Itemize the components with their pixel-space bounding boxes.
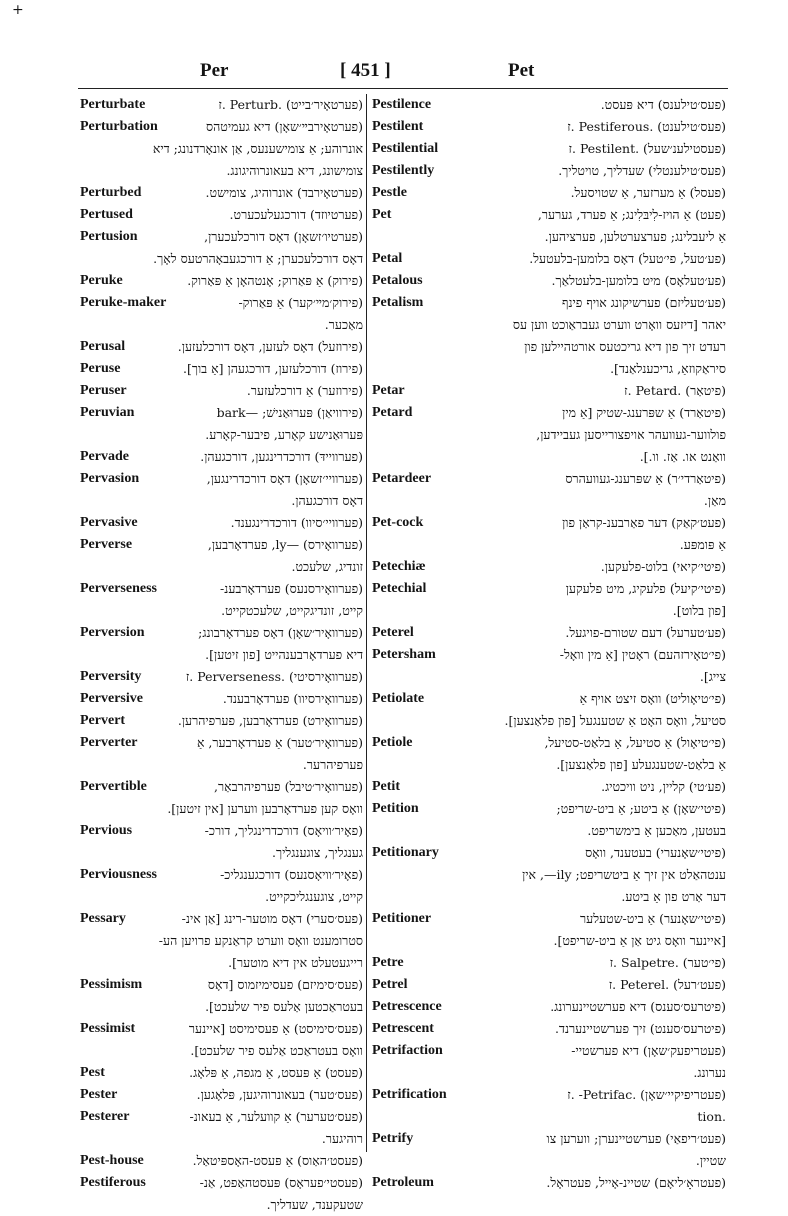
dictionary-entry — [78, 974, 365, 996]
dictionary-entry — [78, 270, 365, 292]
headword: Petechial — [372, 578, 429, 600]
definition-text: רוהיגער. — [321, 1131, 363, 1146]
definition-text: (פעסט) אַ פּעסט, אַ מגפה, אַ פּלאָג. — [189, 1065, 363, 1080]
entry-continuation — [78, 314, 365, 336]
definition-text: וואָס קען פערדאָרבען ווערען [אין זיטען]. — [167, 801, 363, 816]
definition-text: וואָס בעטראַכט אַלעס פיר שלעכט]. — [190, 1043, 363, 1058]
headword: Pertused — [80, 204, 136, 226]
definition-text: (פיטרעס׳סענט) זיך פערשטיינערנד. — [554, 1021, 726, 1036]
definition-text: .tion — [697, 1109, 726, 1124]
definition-text: (פעס׳טילענטלי) שעדליך, טויטליך. — [558, 163, 726, 178]
definition-text: דער אַרט פון אַ ביטע. — [621, 889, 726, 904]
dictionary-entry — [370, 622, 728, 644]
entry-continuation — [78, 490, 365, 512]
dictionary-entry — [78, 908, 365, 930]
definition-text: מאַכער. — [324, 317, 363, 332]
dictionary-entry — [78, 116, 365, 138]
entry-continuation — [370, 710, 728, 732]
dictionary-entry — [78, 1150, 365, 1172]
headword: Perversive — [80, 688, 146, 710]
page-header — [0, 60, 788, 88]
definition-text: (פי׳טיאָול) אַ סטיעל, אַ בלאַט-סטיעל, — [544, 735, 726, 750]
headword: Perverter — [80, 732, 141, 754]
definition-text: (פעסט׳האַוס) אַ פּעסט-האָספּיטאַל. — [192, 1153, 363, 1168]
page-number: [ 451 ] — [340, 60, 391, 81]
dictionary-entry — [78, 776, 365, 798]
headword: Petrescence — [372, 996, 445, 1018]
definition-text: סטיעל, וואָס האָט אַ שטענגעל [פון פלאַנצען]. — [504, 713, 726, 728]
dictionary-entry — [78, 666, 365, 688]
definition-text: (פערוואָיר׳שאָן) דאָס פערדאָרבונג; — [198, 625, 363, 640]
definition-text: (פעט׳קאַק) דער פאַרבענ-קראַן פון — [562, 515, 726, 530]
headword: Petar — [372, 380, 408, 402]
definition-text: בעטען, מאַכען אַ בימשריפט. — [587, 823, 726, 838]
headword: Pester — [80, 1084, 120, 1106]
headword: Petardeer — [372, 468, 434, 490]
dictionary-entry — [78, 446, 365, 468]
entry-continuation — [370, 358, 728, 380]
definition-text: (פי׳טיאָוליט) וואָס זיצט אויף אַ — [579, 691, 726, 706]
definition-text: (פעס׳טער) בעאונרוהיגען, פּלאָגען. — [196, 1087, 363, 1102]
definition-text: (פירוז) דורכלעזען, דורכגעהן [אַ בוך]. — [182, 361, 363, 376]
headword: Petrifaction — [372, 1040, 446, 1062]
entry-continuation — [78, 952, 365, 974]
dictionary-entry — [370, 292, 728, 314]
definition-text: גענגליך, צוגענגליך. — [272, 845, 363, 860]
dictionary-entry — [370, 248, 728, 270]
right-column — [370, 94, 728, 1190]
definition-text: (פע׳טעליזם) פערשיקונג אויף פינף — [561, 295, 726, 310]
definition-text: סטרומענט וואָס ווערט קראַנקע פרויען הע- — [158, 933, 363, 948]
dictionary-entry — [78, 336, 365, 358]
entry-continuation — [370, 336, 728, 358]
definition-text: פערפיהרער. — [302, 757, 363, 772]
definition-text: (פי׳טער) .Salpetre .ז — [609, 955, 726, 970]
headword: Pessary — [80, 908, 129, 930]
headword: Pet — [372, 204, 394, 226]
definition-text: זונדיג, שלעכט. — [291, 559, 363, 574]
definition-text: (פירוזער) אַ דורכלעזער. — [246, 383, 363, 398]
entry-continuation — [370, 1150, 728, 1172]
dictionary-entry — [78, 622, 365, 644]
margin-mark: + — [12, 2, 24, 18]
definition-text: נערונג. — [693, 1065, 726, 1080]
headword: Pesterer — [80, 1106, 132, 1128]
definition-text: (פע׳טעלאָס) מיט בלומען-בלעטלאַך. — [551, 273, 726, 288]
entry-continuation — [78, 798, 365, 820]
definition-text: קייט, זונדיגקייט, שלעכטקייט. — [221, 603, 363, 618]
headword: Pestle — [372, 182, 410, 204]
entry-continuation — [370, 930, 728, 952]
headword: Peruse — [80, 358, 123, 380]
headword: Pervasive — [80, 512, 141, 534]
dictionary-entry — [370, 512, 728, 534]
dictionary-entry — [370, 798, 728, 820]
definition-text: (פעס׳סערי) דאָס מוטער-רינג [אַן אינ- — [181, 911, 363, 926]
definition-text: (פיטאַרד) אַ שפּרענג-שטיק [אַ מין — [562, 405, 726, 420]
definition-text: (פאָיר׳וויאָס) דורכדרינגליך, דורכ- — [204, 823, 363, 838]
entry-continuation — [370, 1062, 728, 1084]
dictionary-entry — [370, 952, 728, 974]
dictionary-entry — [370, 908, 728, 930]
dictionary-entry — [370, 1128, 728, 1150]
dictionary-entry — [78, 1062, 365, 1084]
headword: Perversity — [80, 666, 144, 688]
dictionary-entry — [78, 820, 365, 842]
definition-text: (פיטרעס׳סענס) דיא פערשטיינערונג. — [550, 999, 726, 1014]
dictionary-entry — [78, 468, 365, 490]
dictionary-entry — [370, 578, 728, 600]
dictionary-entry — [370, 732, 728, 754]
definition-text: (פערוואָיר׳טיבל) פערפיהרבאַר, — [214, 779, 363, 794]
definition-text: (פערוואָירסיוו) פערדאָרבענד. — [222, 691, 363, 706]
headword: Perverseness — [80, 578, 160, 600]
headword: Petre — [372, 952, 407, 974]
definition-text: שטיין. — [695, 1153, 726, 1168]
headword: Peterel — [372, 622, 417, 644]
definition-text: (פעטריפיקיי׳שאָן) .Petrifac- .ז — [567, 1087, 726, 1102]
definition-text: (פיטי׳קיאי) בלוט-פלעקען. — [600, 559, 726, 574]
definition-text: (פערוואָירסיטי) .Perverseness .ז — [185, 669, 363, 684]
entry-continuation — [370, 446, 728, 468]
definition-text: (פע׳טערעל) דעם שטורם-פויגעל. — [565, 625, 726, 640]
definition-text: דאָס דורכגעהן. — [291, 493, 363, 508]
dictionary-entry — [370, 776, 728, 798]
definition-text: (פעסטי׳פעראָס) פּעסטהאַפט, אַנ- — [199, 1175, 363, 1190]
definition-text: (פיטי׳קיעל) פלעקיג, מיט פלעקען — [565, 581, 726, 596]
definition-text: (פי׳טאָירזהעם) ראָטין [אַ מין וואָל- — [559, 647, 726, 662]
entry-continuation — [78, 556, 365, 578]
definition-text: (פאָיר׳וויאָסנעס) דורכגענגליכ- — [220, 867, 363, 882]
entry-continuation — [78, 886, 365, 908]
entry-continuation — [78, 248, 365, 270]
dictionary-entry — [370, 138, 728, 160]
headword: Petrel — [372, 974, 411, 996]
dictionary-entry — [370, 1084, 728, 1106]
entry-continuation — [370, 886, 728, 908]
dictionary-entry — [78, 578, 365, 600]
definition-text: פּערוּאַנישע קאָרע, פיבער-קאָרע. — [205, 427, 363, 442]
definition-text: (פעסטילענ׳שעל) .Pestilent .ז — [568, 141, 726, 156]
headword: Pervade — [80, 446, 132, 468]
entry-continuation — [78, 160, 365, 182]
headword: Peruvian — [80, 402, 137, 424]
headword: Pestiferous — [80, 1172, 149, 1194]
definition-text: (פירוק) אַ פּאַרוק; אָנטהאָן אַ פּאַרוק. — [187, 273, 363, 288]
definition-text: דאָס דורכלעכערן; אַ דורכגעבאָהרטעס לאָך. — [153, 251, 363, 266]
dictionary-entry — [370, 996, 728, 1018]
definition-text: (פעס׳טילענט) .Pestiferous .ז — [567, 119, 726, 134]
definition-text: (פירוק׳מײ׳קער) אַ פּאַרוק- — [238, 295, 363, 310]
definition-text: (פערוויי׳סיוו) דורכדרינגענד. — [230, 515, 363, 530]
dictionary-entry — [78, 864, 365, 886]
definition-text: (פע׳טעל, פי׳טעל) דאָס בלומען-בלעטעל. — [529, 251, 726, 266]
dictionary-entry — [78, 1018, 365, 1040]
headword: Pest — [80, 1062, 108, 1084]
headword: Pestilence — [372, 94, 434, 116]
headword: Petroleum — [372, 1172, 437, 1194]
definition-text: (פערטאָירבײ׳שאָן) דיא געמיטהס — [205, 119, 363, 134]
dictionary-entry — [370, 160, 728, 182]
definition-text: פולווער-געוועהר אויפצורייסען געביידען, — [536, 427, 726, 442]
entry-continuation — [78, 424, 365, 446]
headword: Peruser — [80, 380, 130, 402]
headword: Petrification — [372, 1084, 450, 1106]
dictionary-entry — [78, 688, 365, 710]
dictionary-entry — [78, 182, 365, 204]
entry-continuation — [78, 600, 365, 622]
dictionary-entry — [78, 1172, 365, 1194]
definition-text: (פירוזעל) דאָס לעזען, דאָס דורכלעזען. — [177, 339, 363, 354]
definition-text: יאהר [דיזעס וואָרט ווערט געבראַוכט ווען עס — [512, 317, 726, 332]
right-guide-word: Pet — [508, 60, 535, 81]
dictionary-entry — [78, 534, 365, 556]
headword: Pet-cock — [372, 512, 426, 534]
definition-text: (פעט) אַ הויז-לִיבּלִינג; אַ פערד, גערער, — [537, 207, 726, 222]
headword: Pervious — [80, 820, 135, 842]
dictionary-entry — [370, 468, 728, 490]
dictionary-entry — [370, 94, 728, 116]
dictionary-entry — [370, 402, 728, 424]
entry-continuation — [370, 1106, 728, 1128]
definition-text: (פעס׳סימיסט) אַ פעסימיסט [איינער — [188, 1021, 363, 1036]
headword: Pestilently — [372, 160, 437, 182]
headword: Petitionary — [372, 842, 442, 864]
entry-continuation — [78, 754, 365, 776]
headword: Pertusion — [80, 226, 141, 248]
dictionary-entry — [78, 204, 365, 226]
dictionary-entry — [78, 380, 365, 402]
entry-continuation — [78, 1040, 365, 1062]
headword: Petalous — [372, 270, 426, 292]
definition-text: אַ ליעבלינג; פערצערטלען, פערציהען. — [544, 229, 726, 244]
headword: Petalism — [372, 292, 426, 314]
definition-text: (פעטראָ׳ליאָם) שטיינ-אָייל, פעטראָל. — [546, 1175, 726, 1190]
headword: Perturbed — [80, 182, 144, 204]
definition-text: אונרוהע; אַ צומישענעס, אַן אונאָרדנונג; דיא — [152, 141, 363, 156]
entry-continuation — [78, 996, 365, 1018]
definition-text: מאַן. — [703, 493, 726, 508]
headword: Petiole — [372, 732, 415, 754]
dictionary-entry — [370, 556, 728, 578]
definition-text: (פעסל) אַ מערזער, אַ שטויסעל. — [570, 185, 726, 200]
definition-text: (פעס׳סימיזם) פעסימיזמוס [דאָס — [207, 977, 363, 992]
dictionary-entry — [370, 974, 728, 996]
definition-text: צייג]. — [699, 669, 726, 684]
entry-continuation — [78, 138, 365, 160]
headword: Petard — [372, 402, 415, 424]
definition-text: רעדט זיך פון דיא גריכטעס אורטהיילען פון — [524, 339, 726, 354]
headword: Peruke-maker — [80, 292, 169, 314]
dictionary-entry — [370, 380, 728, 402]
entry-continuation — [78, 1194, 365, 1216]
headword: Perturbation — [80, 116, 161, 138]
definition-text: (פיטי׳שאָנערי) בעטענד, וואָס — [585, 845, 726, 860]
headword: Perturbate — [80, 94, 148, 116]
dictionary-entry — [370, 1172, 728, 1194]
headword: Pervertible — [80, 776, 150, 798]
entry-continuation — [78, 1128, 365, 1150]
headword: Petal — [372, 248, 405, 270]
headword: Petitioner — [372, 908, 434, 930]
entry-continuation — [370, 424, 728, 446]
definition-text: (פערוואָירסנעס) פערדאָרבענ- — [220, 581, 363, 596]
headword: Petersham — [372, 644, 439, 666]
definition-text: (פערוואָירס) —ly, פערדאָרבען, — [207, 537, 363, 552]
definition-text: (פערוויידּ) דורכדרינגען, דורכגעהן. — [200, 449, 363, 464]
headword: Pestilent — [372, 116, 426, 138]
dictionary-entry — [370, 1040, 728, 1062]
entry-continuation — [78, 842, 365, 864]
definition-text: (פערטאָירבד) אונרוהיג, צומישט. — [205, 185, 363, 200]
definition-text: צומישונג, דיא בעאונרוהיגונג. — [226, 163, 363, 178]
definition-text: (פיטי׳שאָנער) אַ ביט-שטעלער — [580, 911, 726, 926]
dictionary-entry — [78, 1084, 365, 1106]
definition-text: (פעט׳ריפאַי) פערשטיינערן; ווערען צו — [546, 1131, 726, 1146]
dictionary-entry — [370, 182, 728, 204]
headword: Petechiæ — [372, 556, 429, 578]
dictionary-entry — [78, 1106, 365, 1128]
dictionary-entry — [370, 1018, 728, 1040]
headword: Perversion — [80, 622, 148, 644]
headword: Pervert — [80, 710, 128, 732]
entry-continuation — [370, 490, 728, 512]
definition-text: סיראַקוזאַ, גריכענלאַנד]. — [610, 361, 726, 376]
definition-text: (פערוואָירט) פערדאָרבען, פערפיהרען. — [177, 713, 363, 728]
definition-text: (פערוואָיר׳טער) אַ פערדאָרבער, אַ — [196, 735, 363, 750]
definition-text: וואַנט או. אַז. וו.]. — [639, 449, 726, 464]
headword: Pervasion — [80, 468, 142, 490]
entry-continuation — [370, 534, 728, 556]
dictionary-entry — [78, 94, 365, 116]
headword: Pestilential — [372, 138, 441, 160]
dictionary-entry — [78, 710, 365, 732]
column-divider — [366, 94, 367, 1152]
definition-text: (פירוויאַן) פּערוּאַנישׁ; —bark — [216, 405, 363, 420]
dictionary-entry — [370, 842, 728, 864]
dictionary-entry — [78, 512, 365, 534]
headword: Peruke — [80, 270, 126, 292]
entry-continuation — [370, 864, 728, 886]
entry-continuation — [370, 600, 728, 622]
definition-text: רייגעטעלט אין דיא מוטער]. — [228, 955, 363, 970]
dictionary-entry — [370, 688, 728, 710]
dictionary-entry — [370, 270, 728, 292]
entry-continuation — [370, 314, 728, 336]
definition-text: (פעטריפעק׳שאָן) דיא פערשטיי- — [571, 1043, 726, 1058]
headword: Pessimist — [80, 1018, 138, 1040]
definition-text: ענטהאַלט אין זיך אַ ביטשריפט; ily—, אין — [522, 867, 726, 882]
dictionary-entry — [370, 644, 728, 666]
definition-text: (פערטאָיר׳בייט) .Perturb .ז — [218, 97, 363, 112]
definition-text: בעטראַכטען אַלעס פיר שלעכט]. — [205, 999, 363, 1014]
definition-text: [פון בלוט]. — [672, 603, 726, 618]
definition-text: (פעט׳רעל) .Peterel .ז — [608, 977, 726, 992]
definition-text: (פיטי׳שאָן) אַ ביטע; אַ ביט-שריפט; — [556, 801, 726, 816]
definition-text: (פיטאַרדי׳ר) אַ שפּרענג-געוועהרס — [565, 471, 726, 486]
headword: Petrescent — [372, 1018, 437, 1040]
entry-continuation — [78, 930, 365, 952]
entry-continuation — [370, 820, 728, 842]
headword: Pest-house — [80, 1150, 147, 1172]
header-rule — [78, 88, 728, 89]
definition-text: [איינער וואָס גיט אַן אַ ביט-שריפט]. — [553, 933, 726, 948]
dictionary-entry — [370, 204, 728, 226]
definition-text: (פעס׳טערער) אַ קוועלער, אַ בעאונ- — [189, 1109, 363, 1124]
entry-continuation — [370, 666, 728, 688]
dictionary-entry — [78, 226, 365, 248]
definition-text: שטעקענד, שעדליך. — [266, 1197, 363, 1212]
headword: Perviousness — [80, 864, 160, 886]
dictionary-entry — [78, 402, 365, 424]
headword: Perverse — [80, 534, 135, 556]
definition-text: (פע׳טי) קליין, ניט וויכטיג. — [601, 779, 726, 794]
definition-text: (פערוויי׳זשאָן) דאָס דורכדרינגען, — [206, 471, 363, 486]
headword: Petit — [372, 776, 403, 798]
entry-continuation — [78, 644, 365, 666]
left-guide-word: Per — [200, 60, 229, 81]
entry-continuation — [370, 754, 728, 776]
definition-text: (פעס׳טילענס) דיא פּעסט. — [600, 97, 726, 112]
dictionary-entry — [78, 358, 365, 380]
headword: Pessimism — [80, 974, 145, 996]
definition-text: (פערטיוזד) דורכגעלעכערט. — [229, 207, 363, 222]
definition-text: דיא פערדאָרבענהייט [פון זיטען]. — [205, 647, 363, 662]
definition-text: אַ בלאַט-שטענגעלע [פון פלאַנצען]. — [556, 757, 726, 772]
definition-text: אַ פּומפּע. — [679, 537, 726, 552]
definition-text: (פערטיו׳זשאָן) דאָס דורכלעכערן, — [204, 229, 363, 244]
headword: Petrify — [372, 1128, 416, 1150]
dictionary-entry — [370, 116, 728, 138]
left-column — [78, 94, 365, 1212]
definition-text: (פיטאַר) .Petard .ז — [624, 383, 726, 398]
dictionary-entry — [78, 732, 365, 754]
headword: Perusal — [80, 336, 128, 358]
definition-text: קייט, צוגענגליכקייט. — [265, 889, 363, 904]
entry-continuation — [370, 226, 728, 248]
headword: Petiolate — [372, 688, 427, 710]
dictionary-entry — [78, 292, 365, 314]
headword: Petition — [372, 798, 422, 820]
